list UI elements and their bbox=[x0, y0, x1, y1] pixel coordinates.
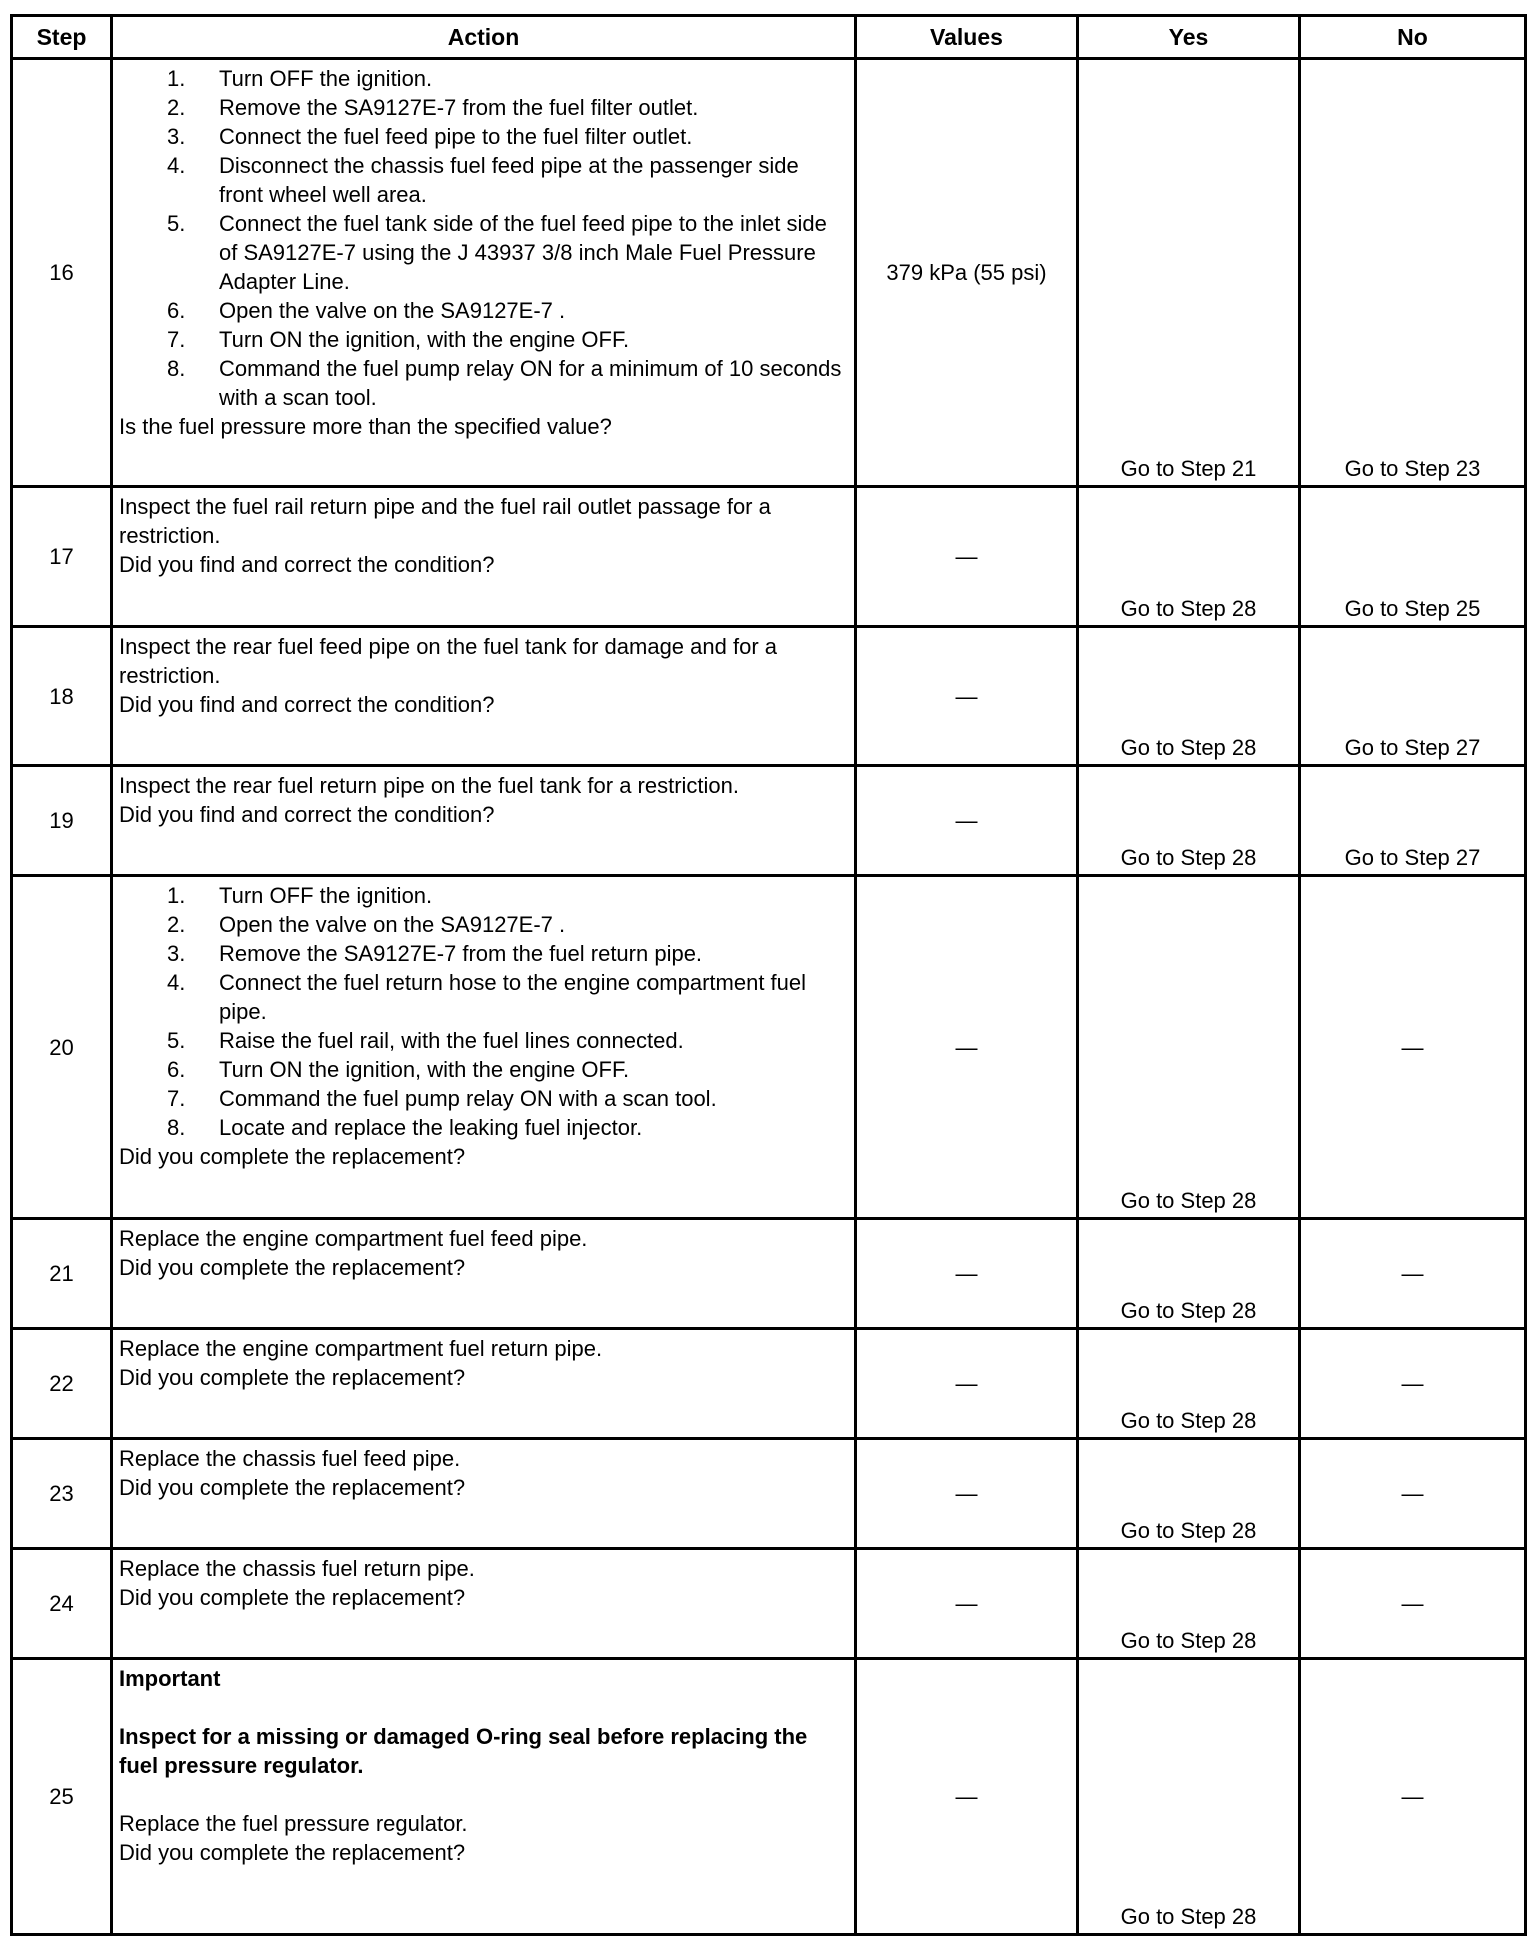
step-number: 17 bbox=[12, 487, 112, 627]
action-text: Replace the chassis fuel return pipe. bbox=[119, 1556, 475, 1581]
no-cell: — bbox=[1300, 1659, 1526, 1935]
list-item: 2. Remove the SA9127E-7 from the fuel filter outlet. bbox=[167, 95, 699, 120]
action-cell bbox=[112, 1439, 856, 1549]
values-cell: — bbox=[856, 1219, 1078, 1329]
action-text: Inspect the rear fuel feed pipe on the fuel tank for damage and for a restriction. bbox=[119, 634, 777, 688]
header-yes: Yes bbox=[1078, 16, 1300, 59]
step-number: 16 bbox=[12, 59, 112, 487]
no-link[interactable]: Go to Step 27 bbox=[1300, 766, 1526, 876]
table-row bbox=[12, 1219, 1526, 1329]
action-question: Did you complete the replacement? bbox=[119, 1475, 466, 1500]
values-cell: — bbox=[856, 1549, 1078, 1659]
yes-link[interactable]: Go to Step 28 bbox=[1078, 766, 1300, 876]
yes-link[interactable]: Go to Step 28 bbox=[1078, 1439, 1300, 1549]
diagnostic-procedure-table bbox=[10, 14, 1527, 1936]
yes-link[interactable]: Go to Step 28 bbox=[1078, 1659, 1300, 1935]
list-item: 8. Locate and replace the leaking fuel injector. bbox=[167, 1115, 643, 1140]
step-number: 20 bbox=[12, 876, 112, 1219]
table-row bbox=[12, 1659, 1526, 1935]
list-item: 6. Turn ON the ignition, with the engine OFF. bbox=[167, 1057, 630, 1082]
action-cell bbox=[112, 876, 856, 1219]
action-steps-list bbox=[119, 881, 848, 1142]
list-item: 5. Connect the fuel tank side of the fuel feed pipe to the inlet side of SA9127E-7 using the J 43937 3/8 inch Male Fuel Pressure Adapter Line. bbox=[167, 211, 827, 294]
action-cell bbox=[112, 59, 856, 487]
action-question: Did you complete the replacement? bbox=[119, 1840, 466, 1865]
list-item: 4. Disconnect the chassis fuel feed pipe at the passenger side front wheel well area. bbox=[167, 153, 799, 207]
values-cell: — bbox=[856, 766, 1078, 876]
header-step: Step bbox=[12, 16, 112, 59]
action-text: Replace the engine compartment fuel return pipe. bbox=[119, 1336, 603, 1361]
no-cell: — bbox=[1300, 876, 1526, 1219]
header-row bbox=[12, 16, 1526, 59]
list-item: 5. Raise the fuel rail, with the fuel lines connected. bbox=[167, 1028, 684, 1053]
action-question: Did you complete the replacement? bbox=[119, 1144, 466, 1169]
step-number: 24 bbox=[12, 1549, 112, 1659]
table-row bbox=[12, 627, 1526, 766]
list-item: 3. Remove the SA9127E-7 from the fuel return pipe. bbox=[167, 941, 703, 966]
procedure-table-container bbox=[10, 14, 1527, 1936]
yes-link[interactable]: Go to Step 28 bbox=[1078, 1549, 1300, 1659]
yes-link[interactable]: Go to Step 28 bbox=[1078, 876, 1300, 1219]
values-cell: — bbox=[856, 1329, 1078, 1439]
header-no: No bbox=[1300, 16, 1526, 59]
values-cell: 379 kPa (55 psi) bbox=[856, 59, 1078, 487]
table-row bbox=[12, 766, 1526, 876]
action-text: Inspect the fuel rail return pipe and the fuel rail outlet passage for a restriction. bbox=[119, 494, 771, 548]
action-steps-list bbox=[119, 64, 848, 412]
action-cell bbox=[112, 487, 856, 627]
step-number: 19 bbox=[12, 766, 112, 876]
action-text: Replace the fuel pressure regulator. bbox=[119, 1811, 468, 1836]
table-row bbox=[12, 487, 1526, 627]
values-cell: — bbox=[856, 1439, 1078, 1549]
action-question: Did you complete the replacement? bbox=[119, 1585, 466, 1610]
no-cell: — bbox=[1300, 1219, 1526, 1329]
action-question: Did you complete the replacement? bbox=[119, 1255, 466, 1280]
step-number: 23 bbox=[12, 1439, 112, 1549]
list-item: 4. Connect the fuel return hose to the engine compartment fuel pipe. bbox=[167, 970, 807, 1024]
list-item: 3. Connect the fuel feed pipe to the fuel filter outlet. bbox=[167, 124, 693, 149]
list-item: 7. Turn ON the ignition, with the engine OFF. bbox=[167, 327, 630, 352]
action-text: Inspect the rear fuel return pipe on the fuel tank for a restriction. bbox=[119, 773, 740, 798]
no-link[interactable]: Go to Step 27 bbox=[1300, 627, 1526, 766]
yes-link[interactable]: Go to Step 21 bbox=[1078, 59, 1300, 487]
yes-link[interactable]: Go to Step 28 bbox=[1078, 487, 1300, 627]
action-cell bbox=[112, 1549, 856, 1659]
action-cell bbox=[112, 1659, 856, 1935]
action-cell bbox=[112, 627, 856, 766]
list-item: 6. Open the valve on the SA9127E-7 . bbox=[167, 298, 566, 323]
list-item: 7. Command the fuel pump relay ON with a scan tool. bbox=[167, 1086, 717, 1111]
no-cell: — bbox=[1300, 1549, 1526, 1659]
action-question: Did you find and correct the condition? bbox=[119, 692, 495, 717]
list-item: 1. Turn OFF the ignition. bbox=[167, 66, 433, 91]
values-cell: — bbox=[856, 627, 1078, 766]
table-row bbox=[12, 59, 1526, 487]
action-question: Did you complete the replacement? bbox=[119, 1365, 466, 1390]
list-item: 1. Turn OFF the ignition. bbox=[167, 883, 433, 908]
table-row bbox=[12, 1439, 1526, 1549]
action-question: Is the fuel pressure more than the specified value? bbox=[119, 414, 612, 439]
no-link[interactable]: Go to Step 25 bbox=[1300, 487, 1526, 627]
no-cell: — bbox=[1300, 1439, 1526, 1549]
values-cell: — bbox=[856, 1659, 1078, 1935]
list-item: 2. Open the valve on the SA9127E-7 . bbox=[167, 912, 566, 937]
table-row bbox=[12, 1329, 1526, 1439]
action-cell bbox=[112, 1329, 856, 1439]
action-question: Did you find and correct the condition? bbox=[119, 552, 495, 577]
important-title: Important bbox=[119, 1666, 221, 1691]
header-values: Values bbox=[856, 16, 1078, 59]
action-question: Did you find and correct the condition? bbox=[119, 802, 495, 827]
header-action: Action bbox=[112, 16, 856, 59]
values-cell: — bbox=[856, 876, 1078, 1219]
important-note: Inspect for a missing or damaged O-ring seal before replacing the fuel pressure regulator. bbox=[119, 1724, 808, 1778]
action-cell bbox=[112, 1219, 856, 1329]
values-cell: — bbox=[856, 487, 1078, 627]
yes-link[interactable]: Go to Step 28 bbox=[1078, 1329, 1300, 1439]
yes-link[interactable]: Go to Step 28 bbox=[1078, 1219, 1300, 1329]
step-number: 21 bbox=[12, 1219, 112, 1329]
yes-link[interactable]: Go to Step 28 bbox=[1078, 627, 1300, 766]
no-cell: — bbox=[1300, 1329, 1526, 1439]
no-link[interactable]: Go to Step 23 bbox=[1300, 59, 1526, 487]
action-text: Replace the engine compartment fuel feed pipe. bbox=[119, 1226, 588, 1251]
table-row bbox=[12, 1549, 1526, 1659]
list-item: 8. Command the fuel pump relay ON for a minimum of 10 seconds with a scan tool. bbox=[167, 356, 842, 410]
action-text: Replace the chassis fuel feed pipe. bbox=[119, 1446, 461, 1471]
step-number: 18 bbox=[12, 627, 112, 766]
step-number: 22 bbox=[12, 1329, 112, 1439]
action-cell bbox=[112, 766, 856, 876]
step-number: 25 bbox=[12, 1659, 112, 1935]
table-row bbox=[12, 876, 1526, 1219]
